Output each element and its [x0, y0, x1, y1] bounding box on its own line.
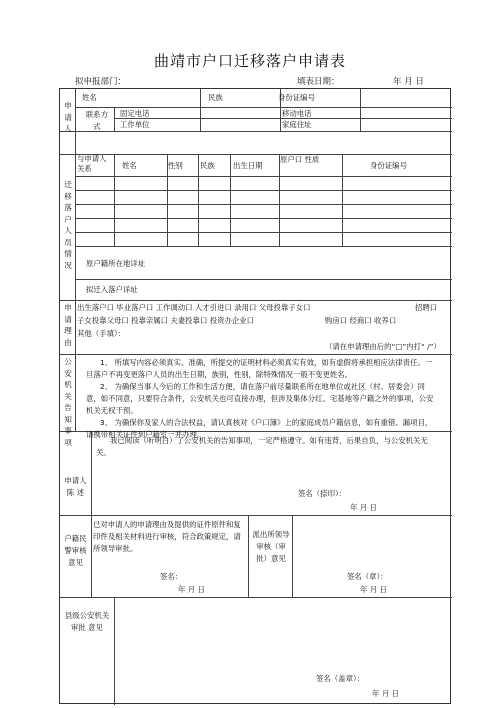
reason-options-row2: 子女投靠父母口 投靠亲属口 夫妻投靠口 投资办企业口 — [77, 316, 255, 325]
birth-date-label: 出生日期 — [233, 161, 263, 170]
reason-instruction: （请在申请理由后的“□”内打“ /”） — [325, 342, 441, 351]
reason-options-row2b: 购房口 经商口 收养口 — [325, 316, 397, 325]
statement-sign-label: 签名（捺印）： — [298, 489, 347, 498]
station-review-date: 年 月 日 — [360, 585, 387, 594]
applicant-side-label: 申请人 — [64, 101, 72, 133]
date-label: 填表日期： — [297, 77, 340, 87]
landline-label: 固定电话 — [120, 109, 150, 118]
dept-label: 拟申报部门： — [75, 77, 127, 87]
reason-other-label: 其他（手填）： — [77, 329, 126, 338]
mobile-label: 移动电话 — [282, 109, 312, 118]
statement-text: 我已阅读（听明白）了公安机关的告知事项，一定严格遵守。如有违背，后果自负，与公安机关无关。 — [96, 436, 428, 457]
station-review-side-label: 派出所领导审核（审批）意见 — [252, 530, 290, 563]
applicant-id-label: 身份证编号 — [278, 93, 315, 102]
police-review-date: 年 月 日 — [178, 585, 205, 594]
date-units: 年 月 日 — [393, 77, 424, 87]
relation-label: 与申请人关系 — [77, 154, 107, 173]
application-form-table — [59, 88, 451, 704]
statement-side-label: 申请人陈 述 — [64, 476, 87, 497]
mover-ethnic-label: 民族 — [200, 161, 215, 170]
form-title: 曲靖市户口迁移落户申请表 — [153, 52, 346, 70]
applicant-name-label: 姓名 — [82, 93, 97, 102]
original-address-label: 原户籍所在地详址 — [86, 259, 146, 268]
mover-name-label: 姓名 — [122, 161, 137, 170]
reason-side-label: 申请理由 — [64, 303, 72, 347]
county-sign-label: 签名（盖章）： — [316, 674, 365, 683]
county-review-date: 年 月 日 — [372, 689, 399, 698]
police-review-side-label: 户籍民警审核意见 — [64, 534, 87, 567]
contact-label: 联系方式 — [85, 110, 109, 131]
police-sign-label: 签名： — [160, 572, 183, 581]
statement-date: 年 月 日 — [350, 503, 377, 512]
police-review-text: 已对申请人的申请理由及提供的证件原件和复印件及相关材料进行审核，符合政策规定，请所领导审批。 — [93, 520, 241, 553]
destination-address-label: 拟迁入落户详址 — [86, 285, 138, 294]
notice-side-label: 公安机关告知事项 — [64, 357, 72, 447]
notice-item-1: 1、 所填写内容必须真实、准确，所提交的证明材料必须真实有效，如有虚假将承担相应法律责任。一旦落户不再变更落户人员的出生日期，族别，性别，除特殊情况一般不变更姓名。 — [86, 358, 433, 379]
hukou-nature-label: 原户口 性质 — [280, 155, 320, 164]
notice-item-2: 2、 为确保当事人今后的工作和生活方便，请在落户前尽量联系所在地单位或社区（村、居委会）同意，如不同意，只要符合条件，公安机关也可直接办理，但涉及集体分红、宅基地等户籍之外的事项，公安机关无权干预。 — [86, 382, 434, 415]
home-address-label: 家庭住址 — [282, 120, 312, 129]
station-sign-label: 签名（章）： — [347, 572, 388, 581]
workplace-label: 工作单位 — [120, 120, 150, 129]
county-review-side-label: 县级公安机关审批 意见 — [64, 611, 110, 632]
gender-label: 性别 — [168, 161, 183, 170]
reason-options-row1: 出生落户口 毕业落户口 工作调动口 人才引进口 录用口 父母投靠子女口 — [77, 303, 311, 312]
applicant-ethnic-label: 民族 — [208, 93, 223, 102]
reason-option-recruit: 招聘口 — [415, 303, 438, 312]
mover-id-label: 身份证编号 — [370, 161, 407, 170]
notice-item-3: 3、 为确保你及家人的合法权益，请认真核对《户口簿》上的家庭成员户籍信息，如有重错、漏项目，请携带相关证件到户籍室一并办理。 — [86, 418, 433, 439]
movers-side-label: 迁移落户人员情况 — [64, 180, 72, 270]
